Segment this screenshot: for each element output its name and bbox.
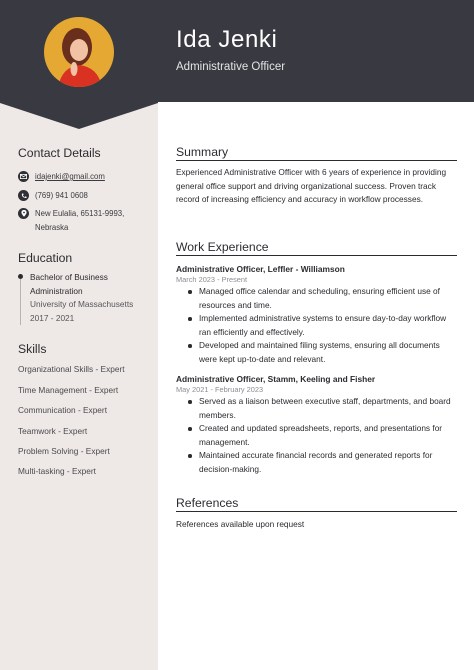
contact-email (18, 170, 105, 184)
address-text (35, 207, 124, 234)
summary-heading: Summary (176, 145, 229, 159)
contact-heading: Contact Details (18, 146, 101, 160)
section-divider (176, 511, 457, 512)
contact-address (18, 207, 124, 234)
experience-heading: Work Experience (176, 240, 269, 254)
education-heading: Education (18, 251, 73, 265)
address-line-2: Nebraska (35, 222, 69, 232)
skill-item: Multi-tasking - Expert (18, 466, 96, 476)
section-divider (176, 160, 457, 161)
skill-item: Organizational Skills - Expert (18, 364, 125, 374)
section-divider (176, 255, 457, 256)
skill-item: Teamwork - Expert (18, 426, 88, 436)
candidate-title: Administrative Officer (176, 61, 286, 73)
summary-text: Experienced Administrative Officer with 6 years of experience in providing general office support and driving organizational success. Proven track record of increasing efficiency and accuracy in workflow processes. (176, 167, 447, 205)
mail-icon (18, 171, 29, 182)
education-details (30, 271, 160, 325)
degree-line-1: Bachelor of Business (30, 272, 108, 282)
school-name: University of Massachusetts (30, 299, 134, 309)
header-chevron (0, 101, 158, 129)
skill-item: Communication - Expert (18, 405, 107, 415)
job-title: Administrative Officer, Leffler - Williamson (176, 264, 345, 274)
email-link[interactable]: idajenki@gmail.com (35, 172, 105, 181)
job-bullets (186, 395, 458, 476)
degree-line-2: Administration (30, 285, 83, 296)
job-bullet: Served as a liaison between executive staff, departments, and board members. (186, 395, 458, 422)
address-line-1: New Eulalia, 65131-9993, (35, 209, 125, 218)
job-bullets (186, 285, 458, 366)
timeline-line (20, 279, 21, 325)
location-pin-icon (18, 208, 29, 219)
references-heading: References (176, 496, 239, 510)
education-years: 2017 - 2021 (30, 312, 75, 323)
profile-photo (44, 17, 114, 87)
phone-icon (18, 190, 29, 201)
references-text: References available upon request (176, 519, 305, 529)
contact-phone (18, 189, 88, 203)
job-bullet: Created and updated spreadsheets, reports, and presentations for management. (186, 422, 458, 449)
job-bullet: Managed office calendar and scheduling, ensuring efficient use of resources and time. (186, 285, 458, 312)
job-dates: May 2021 - February 2023 (176, 385, 264, 394)
candidate-name: Ida Jenki (176, 26, 278, 53)
skills-heading: Skills (18, 342, 47, 356)
job-bullet: Developed and maintained filing systems, ensuring all documents were kept up-to-date and relevant. (186, 339, 458, 366)
phone-number: (769) 941 0608 (35, 191, 88, 200)
job-dates: March 2023 - Present (176, 275, 248, 284)
job-bullet: Maintained accurate financial records and generated reports for decision-making. (186, 449, 458, 476)
skill-item: Problem Solving - Expert (18, 446, 110, 456)
job-bullet: Implemented administrative systems to ensure day-to-day workflow ran efficiently and effectively. (186, 312, 458, 339)
job-title: Administrative Officer, Stamm, Keeling and Fisher (176, 374, 376, 384)
skill-item: Time Management - Expert (18, 385, 119, 395)
avatar (44, 17, 114, 87)
